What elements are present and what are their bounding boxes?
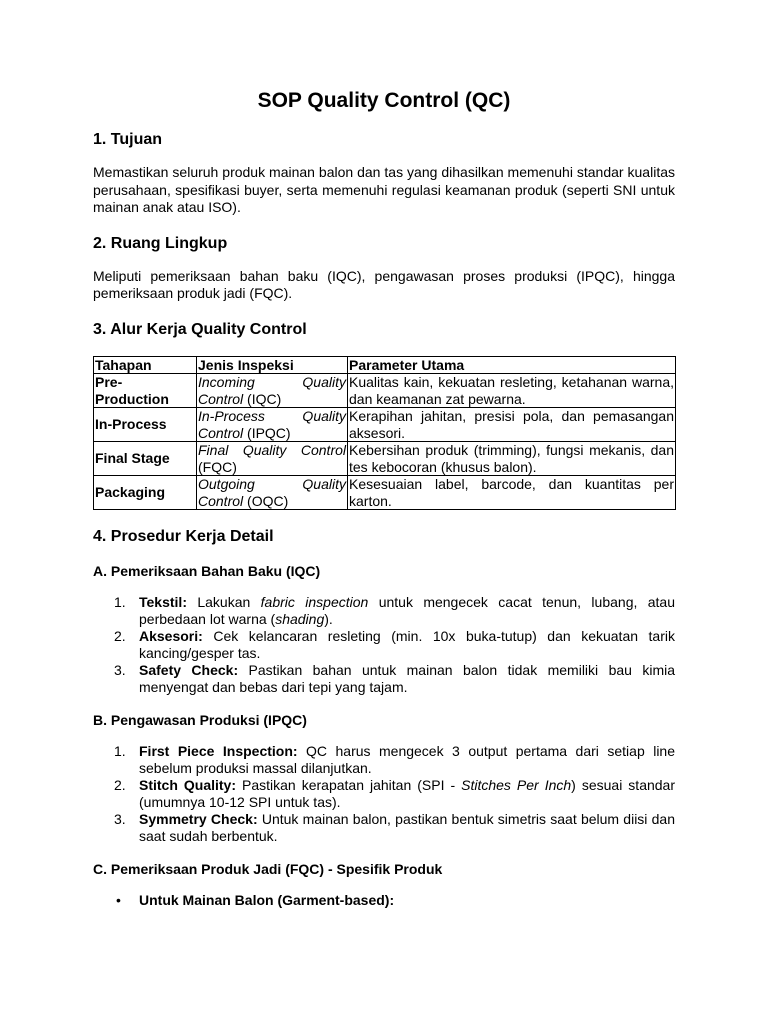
table-parameter-cell: Kesesuaian label, barcode, dan kuantitas per karton. [349,476,674,509]
list-item-text: Untuk mainan balon, pastikan bentuk simetris saat belum diisi dan saat sudah berbentuk. [139,811,676,844]
list-item-emphasis: shading [275,611,325,627]
list-item [93,628,675,662]
section-tujuan-body: Memastikan seluruh produk mainan balon dan tas yang dihasilkan memenuhi standar kualitas perusahaan, spesifikasi buyer, serta memenuhi regulasi keamanan produk (seperti SNI untuk mainan anak atau ISO). [93,164,675,215]
table-row [94,408,676,442]
table-parameter-cell: Kebersihan produk (trimming), fungsi mekanis, dan tes kebocoran (khusus balon). [349,442,674,475]
inspection-name: In-Process Quality Control [198,408,346,441]
table-header-cell: Parameter Utama [348,356,676,374]
table-parameter-cell: Kerapihan jahitan, presisi pola, dan pemasangan aksesori. [349,408,674,441]
list-number: 2. [114,628,126,644]
section-alur-kerja-heading: 3. Alur Kerja Quality Control [93,320,307,338]
section-ruang-lingkup-heading: 2. Ruang Lingkup [93,234,228,252]
ipqc-steps-list [93,743,675,845]
table-stage-cell: In-Process [94,408,197,442]
inspection-code: (IPQC) [243,424,291,441]
list-item-label: Aksesori: [139,628,203,644]
qc-workflow-table [93,356,676,511]
list-item [93,743,675,777]
subsection-fqc-heading: C. Pemeriksaan Produk Jadi (FQC) - Spesifik Produk [93,861,443,877]
list-item-text: ) sesuai standar (umumnya 10-12 SPI untuk tas). [139,777,675,810]
list-number: 3. [114,811,126,827]
table-inspection-cell [197,476,348,510]
table-header-cell: Jenis Inspeksi [197,356,348,374]
document-title: SOP Quality Control (QC) [257,89,511,112]
section-tujuan-heading: 1. Tujuan [93,131,163,148]
list-item-label: Untuk Mainan Balon (Garment-based): [139,892,395,908]
table-parameter-cell: Kualitas kain, kekuatan resleting, ketahanan warna, dan keamanan zat pewarna. [349,374,674,407]
list-item [93,811,675,845]
inspection-code: (IQC) [243,390,282,407]
list-item-label: First Piece Inspection: [139,743,298,759]
table-inspection-cell [197,408,348,442]
list-item-text: untuk mengecek cacat tenun, lubang, atau perbedaan lot warna ( [139,594,675,627]
list-item-label: Tekstil: [139,594,187,610]
table-header-row [94,356,676,374]
list-item-text: Cek kelancaran resleting (min. 10x buka-tutup) dan kekuatan tarik kancing/gesper tas. [139,628,675,661]
table-row [94,374,676,408]
list-item-label: Safety Check: [139,662,239,678]
table-row [94,476,676,510]
list-number: 1. [114,743,126,759]
list-number: 2. [114,777,126,793]
subsection-iqc-heading: A. Pemeriksaan Bahan Baku (IQC) [93,563,321,579]
list-item-label: Stitch Quality: [139,777,237,793]
list-item-emphasis: Stitches Per Inch [461,777,572,793]
table-row [94,442,676,476]
list-item [93,777,675,811]
table-inspection-cell [197,442,348,476]
list-item-text: Lakukan [186,594,261,610]
table-stage-cell: Packaging [94,476,197,510]
iqc-steps-list [93,594,675,696]
table-stage-cell: Pre-Production [94,374,197,408]
inspection-code: (FQC) [198,458,237,475]
inspection-name: Outgoing Quality Control [198,476,346,509]
list-number: 1. [114,594,126,610]
list-item [93,594,675,628]
inspection-name: Incoming Quality Control [198,374,346,407]
section-ruang-lingkup-body: Meliputi pemeriksaan bahan baku (IQC), pengawasan proses produksi (IPQC), hingga pemeriksaan produk jadi (FQC). [93,267,675,301]
table-stage-cell: Final Stage [94,442,197,476]
inspection-code: (OQC) [243,492,289,509]
fqc-product-list [93,892,675,909]
section-prosedur-heading: 4. Prosedur Kerja Detail [93,528,274,545]
list-item [93,662,675,696]
list-number: 3. [114,662,126,678]
list-item-text: QC harus mengecek 3 output pertama dari setiap line sebelum produksi massal dilanjutkan. [139,743,675,776]
table-inspection-cell [197,374,348,408]
list-item [93,892,675,909]
list-item-text: ). [324,611,333,627]
list-item-text: Pastikan bahan untuk mainan balon tidak memiliki bau kimia menyengat dan bebas dari tepi yang tajam. [139,662,675,695]
list-item-label: Symmetry Check: [139,811,258,827]
inspection-name: Final Quality Control [198,442,346,458]
subsection-ipqc-heading: B. Pengawasan Produksi (IPQC) [93,712,307,728]
table-header-cell: Tahapan [94,356,197,374]
document-body [93,86,675,909]
list-item-text: Pastikan kerapatan jahitan (SPI - [236,777,462,793]
list-item-emphasis: fabric inspection [260,594,369,610]
bullet-icon: • [116,892,121,908]
